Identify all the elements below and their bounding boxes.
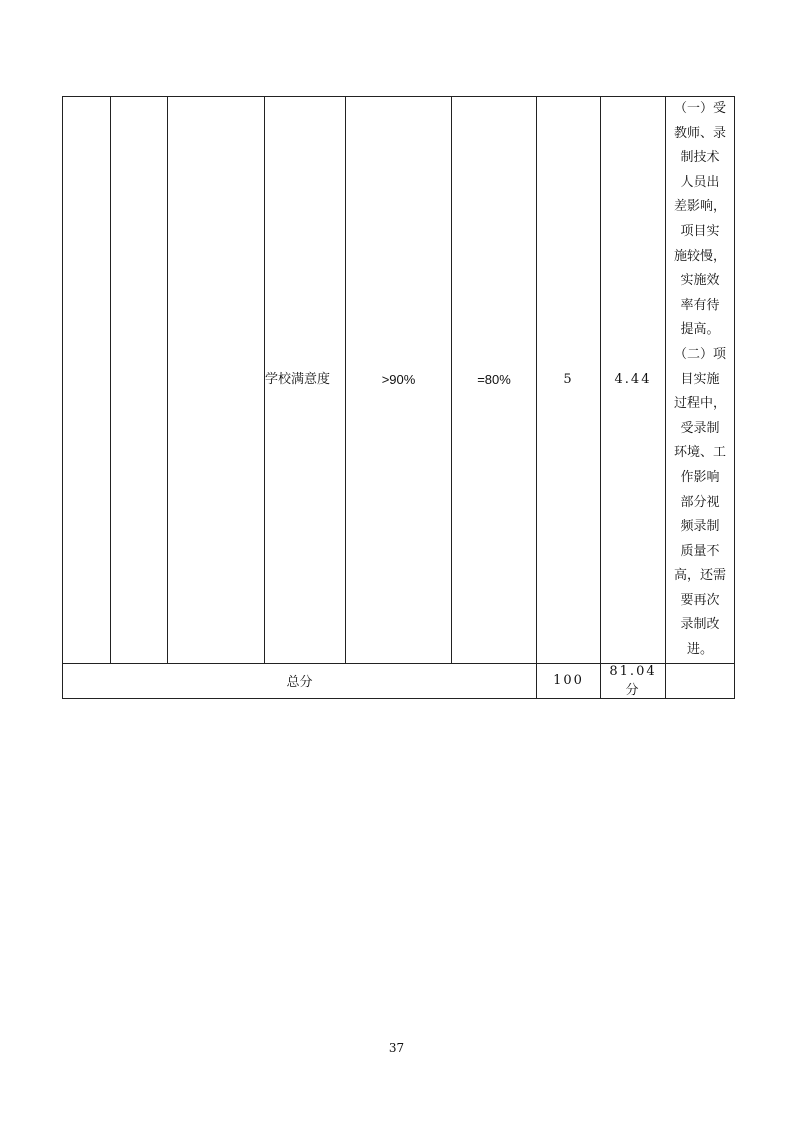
actual-cell: =80% bbox=[452, 97, 537, 664]
performance-table bbox=[62, 96, 735, 699]
note-line: 目实施 bbox=[680, 371, 720, 387]
note-line: 作影响 bbox=[680, 469, 720, 485]
note-line: 率有待 bbox=[680, 297, 720, 313]
total-row bbox=[63, 663, 735, 698]
page-number: 37 bbox=[388, 1041, 405, 1055]
note-cell bbox=[666, 97, 735, 664]
note-line: 制技术 bbox=[680, 150, 720, 166]
total-note bbox=[666, 663, 735, 698]
note-line: 过程中， bbox=[673, 396, 726, 412]
note-line: （二）项 bbox=[673, 346, 726, 362]
note-line: 教师、录 bbox=[673, 125, 726, 141]
target-cell: >90% bbox=[346, 97, 452, 664]
indicator-cell: 学校满意度 bbox=[265, 97, 346, 664]
score-cell: 4.44 bbox=[601, 97, 666, 664]
note-line: 质量不 bbox=[680, 543, 720, 559]
note-line: 差影响， bbox=[673, 199, 726, 215]
note-line: 受录制 bbox=[680, 420, 720, 436]
note-line: （一）受 bbox=[673, 101, 726, 116]
table-cell bbox=[111, 97, 168, 664]
weight-cell: 5 bbox=[537, 97, 601, 664]
note-line: 人员出 bbox=[680, 174, 720, 190]
total-score: 81.04 分 bbox=[601, 663, 666, 698]
note-line: 高，还需 bbox=[673, 568, 726, 584]
total-label: 总分 bbox=[63, 663, 537, 698]
note-line: 录制改 bbox=[680, 617, 720, 633]
note-line: 施较慢， bbox=[673, 248, 726, 264]
total-weight: 100 bbox=[537, 663, 601, 698]
note-line: 环境、工 bbox=[673, 445, 726, 461]
table-cell bbox=[168, 97, 265, 664]
note-line: 频录制 bbox=[680, 519, 720, 535]
note-line: 部分视 bbox=[680, 494, 720, 510]
note-line: 实施效 bbox=[680, 273, 720, 289]
table-cell bbox=[63, 97, 111, 664]
note-line: 进。 bbox=[686, 642, 713, 658]
note-line: 提高。 bbox=[680, 322, 720, 338]
note-line: 要再次 bbox=[680, 592, 720, 608]
note-line: 项目实 bbox=[680, 223, 720, 239]
table-row bbox=[63, 97, 735, 664]
